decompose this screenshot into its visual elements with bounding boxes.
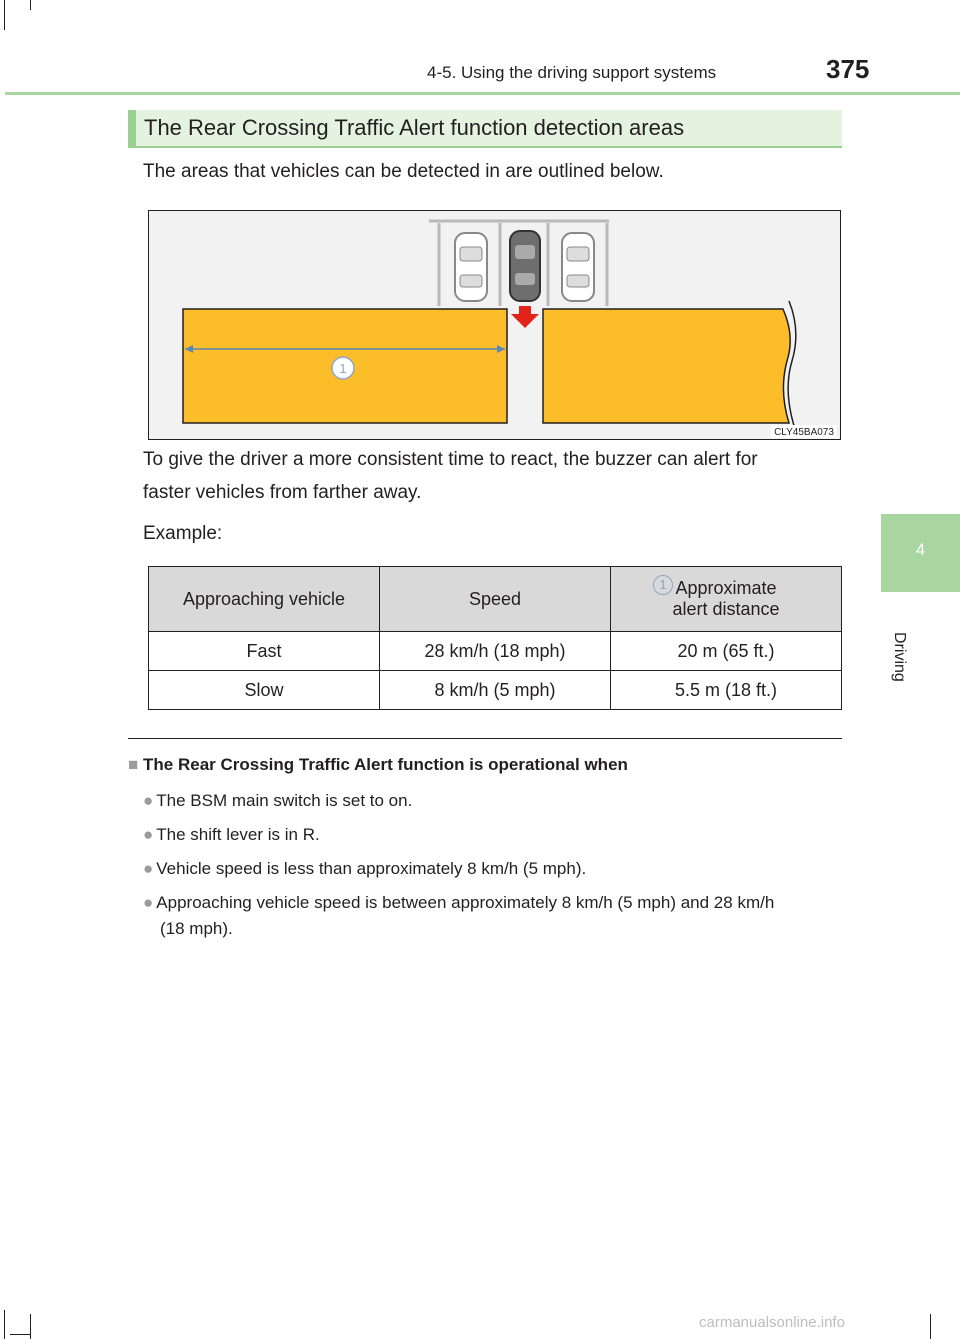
- crop-mark: [10, 1334, 30, 1335]
- header-line: alert distance: [672, 599, 780, 619]
- bullet-text: Approaching vehicle speed is between approximately 8 km/h (5 mph) and 28 km/h: [156, 893, 775, 912]
- bullet-dot-icon: ●: [143, 825, 154, 844]
- section-divider: [128, 738, 842, 739]
- header-cell: Approaching vehicle: [149, 567, 380, 632]
- intro-text: The areas that vehicles can be detected in are outlined below.: [143, 161, 664, 182]
- detection-area-figure: [148, 210, 841, 440]
- page-number: 375: [826, 54, 870, 84]
- table-header-row: [149, 567, 842, 632]
- box-heading-text: The Rear Crossing Traffic Alert function detection areas: [144, 115, 685, 140]
- own-vehicle-icon: [510, 231, 540, 301]
- list-item: [143, 788, 843, 813]
- bullet-dot-icon: ●: [143, 791, 154, 810]
- bullet-continuation: (18 mph).: [160, 919, 233, 938]
- example-label: Example:: [143, 523, 223, 544]
- note-heading: [128, 755, 628, 775]
- chapter-number: 4: [915, 540, 926, 559]
- crop-mark: [930, 1314, 931, 1339]
- bullet-text: Vehicle speed is less than approximately 8 km/h (5 mph).: [156, 859, 587, 878]
- table-cell: 8 km/h (5 mph): [380, 671, 611, 710]
- table-row: [149, 632, 842, 671]
- crop-mark: [30, 0, 31, 10]
- parked-car-left-icon: [455, 233, 487, 301]
- para2-line2: faster vehicles from farther away.: [143, 482, 422, 503]
- para2-line1: To give the driver a more consistent time to react, the buzzer can alert for: [143, 449, 758, 470]
- table-row: [149, 671, 842, 710]
- bullet-text: The BSM main switch is set to on.: [156, 791, 413, 810]
- table-cell: 5.5 m (18 ft.): [611, 671, 842, 710]
- list-item: [143, 822, 843, 847]
- list-item: [143, 890, 843, 915]
- figure-code: CLY45BA073: [774, 427, 834, 438]
- chapter-tab[interactable]: [881, 514, 960, 592]
- table-cell: 20 m (65 ft.): [611, 632, 842, 671]
- bullet-text: The shift lever is in R.: [156, 825, 320, 844]
- bullet-dot-icon: ●: [143, 893, 154, 912]
- detection-area-illustration: [149, 211, 840, 439]
- watermark: carmanualsonline.info: [699, 1314, 845, 1331]
- square-bullet-icon: ■: [128, 755, 139, 774]
- table-cell: Fast: [149, 632, 380, 671]
- callout-number: 1: [339, 361, 347, 376]
- table-cell: Slow: [149, 671, 380, 710]
- crop-mark: [4, 0, 5, 30]
- parked-car-right-icon: [562, 233, 594, 301]
- list-item: [143, 856, 843, 881]
- callout-marker: 1: [653, 575, 673, 595]
- header-cell: Speed: [380, 567, 611, 632]
- section-title: 4-5. Using the driving support systems: [427, 63, 717, 82]
- detection-zone-right: [543, 309, 790, 423]
- chapter-label: Driving: [891, 632, 908, 682]
- crop-mark: [4, 1310, 5, 1339]
- header-cell: [611, 567, 842, 632]
- note-heading-text: The Rear Crossing Traffic Alert function is operational when: [143, 755, 628, 774]
- box-heading: [128, 110, 842, 148]
- crop-mark: [30, 1314, 31, 1339]
- bullet-dot-icon: ●: [143, 859, 154, 878]
- header-rule: [5, 92, 960, 95]
- table-cell: 28 km/h (18 mph): [380, 632, 611, 671]
- alert-distance-table: [148, 566, 842, 710]
- header-line: Approximate: [675, 578, 777, 598]
